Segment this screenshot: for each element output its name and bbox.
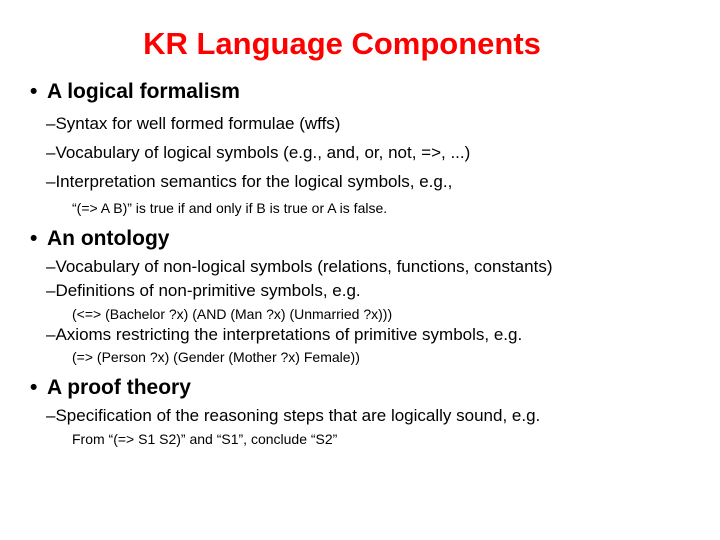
sub-item: –Definitions of non-primitive symbols, e.g. [46, 281, 361, 300]
example-text: “(=> A B)” is true if and only if B is true or A is false. [72, 200, 388, 216]
bullet-icon: • [30, 80, 38, 103]
bullet-icon: • [30, 227, 38, 250]
sub-item: –Vocabulary of logical symbols (e.g., and, or, not, =>, ...) [46, 143, 471, 162]
example-text: (<=> (Bachelor ?x) (AND (Man ?x) (Unmarried ?x))) [72, 306, 393, 322]
bullet-icon: • [30, 376, 38, 399]
sub-item: –Syntax for well formed formulae (wffs) [46, 114, 341, 133]
bullet-heading: A logical formalism [47, 80, 240, 103]
example-text: (=> (Person ?x) (Gender (Mother ?x) Female)) [72, 349, 360, 365]
sub-item: –Vocabulary of non-logical symbols (relations, functions, constants) [46, 257, 553, 276]
bullet-heading: An ontology [47, 227, 170, 250]
bullet-proof-theory [30, 375, 191, 401]
bullet-ontology [30, 226, 169, 252]
bullet-logical-formalism [30, 79, 240, 105]
example-text: From “(=> S1 S2)” and “S1”, conclude “S2” [72, 431, 338, 447]
sub-item: –Specification of the reasoning steps that are logically sound, e.g. [46, 406, 541, 425]
sub-item: –Axioms restricting the interpretations of primitive symbols, e.g. [46, 325, 523, 344]
bullet-heading: A proof theory [47, 376, 191, 399]
slide-title: KR Language Components [143, 26, 541, 61]
sub-item: –Interpretation semantics for the logical symbols, e.g., [46, 172, 453, 191]
